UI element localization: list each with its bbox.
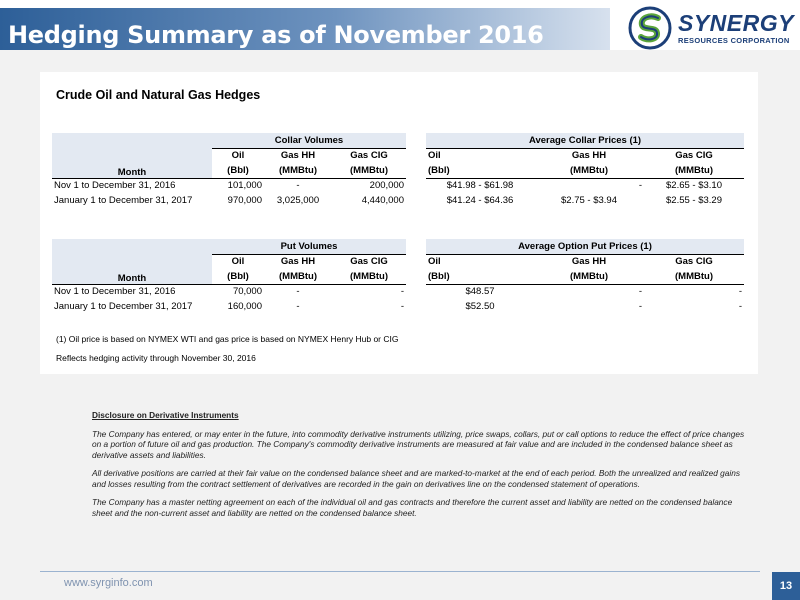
row-oil: 101,000 [227, 180, 262, 192]
disclosure-title: Disclosure on Derivative Instruments [92, 410, 239, 420]
row-price-oil: $52.50 [465, 301, 495, 312]
row-gascig: - [400, 286, 404, 298]
collar-table [52, 133, 744, 208]
col-gashh: Gas HH [571, 150, 607, 162]
row-oil: 970,000 [227, 195, 262, 206]
col-gascig: Gas CIG [675, 150, 713, 162]
col-gashh: Gas HH [571, 256, 607, 268]
unit-bbl: (Bbl) [426, 163, 534, 178]
card-title: Crude Oil and Natural Gas Hedges [56, 88, 261, 102]
put-group-row [52, 239, 744, 254]
table-row [52, 284, 744, 299]
hedges-card [40, 72, 758, 374]
company-logo [628, 6, 798, 50]
row-month: Nov 1 to December 31, 2016 [54, 286, 176, 298]
collar-prices-header: Average Collar Prices (1) [426, 133, 744, 148]
unit-mmbtu: (MMBtu) [534, 163, 644, 178]
row-price-gashh: - [638, 286, 642, 298]
put-volumes-header: Put Volumes [212, 239, 406, 254]
header-bar [0, 0, 800, 50]
row-oil: 70,000 [232, 286, 262, 298]
row-price-gashh: $2.75 - $3.94 [561, 195, 617, 206]
footer-url[interactable]: www.syrginfo.com [64, 577, 153, 589]
row-price-gascig: - [738, 286, 742, 298]
row-price-gascig: $2.55 - $3.29 [666, 195, 722, 206]
row-price-oil: $41.24 - $64.36 [446, 195, 514, 206]
month-header: Month [52, 133, 212, 178]
page-number: 13 [772, 572, 800, 600]
col-gascig: Gas CIG [675, 256, 713, 268]
collar-volumes-header: Collar Volumes [212, 133, 406, 148]
col-gashh: Gas HH [280, 256, 316, 268]
col-oil: Oil [231, 256, 245, 268]
col-gascig: Gas CIG [350, 256, 388, 268]
title-band [0, 8, 610, 50]
row-gascig: 200,000 [369, 180, 404, 192]
row-gashh: - [296, 180, 300, 192]
unit-mmbtu: (MMBtu) [644, 269, 744, 284]
footnote-2: Reflects hedging activity through November 30, 2016 [56, 353, 256, 363]
disclosure-paragraph-3: The Company has a master netting agreement on each of the individual oil and gas contracts and therefore the current asset and liability are netted on the condensed balance sheet and the non-current asset and liability are netted on the condensed balance sheet. [92, 497, 733, 518]
row-month: Nov 1 to December 31, 2016 [54, 180, 176, 192]
row-price-oil: $48.57 [465, 286, 495, 298]
logo-subtitle: RESOURCES CORPORATION [678, 36, 790, 45]
unit-bbl: (Bbl) [212, 163, 264, 178]
col-oil: Oil [428, 150, 441, 162]
page-title: Hedging Summary as of November 2016 [8, 21, 544, 49]
col-gashh: Gas HH [280, 150, 316, 162]
logo-name: SYNERGY [678, 10, 794, 36]
row-price-gascig: - [738, 301, 742, 312]
col-gascig: Gas CIG [350, 150, 388, 162]
footer-divider [40, 571, 760, 572]
row-price-oil: $41.98 - $61.98 [446, 180, 514, 192]
unit-bbl: (Bbl) [212, 269, 264, 284]
row-gashh: - [296, 286, 300, 298]
unit-mmbtu: (MMBtu) [644, 163, 744, 178]
col-oil: Oil [428, 256, 441, 268]
month-header: Month [52, 239, 212, 284]
col-oil: Oil [231, 150, 245, 162]
table-row [52, 178, 744, 193]
row-gashh: 3,025,000 [276, 195, 320, 206]
disclosure-paragraph-2: All derivative positions are carried at their fair value on the condensed balance sheet and are marked-to-market at the end of each period. Both the unrealized and realized gains and losses resulting from the contract settlement of derivatives are recorded in the gain on derivatives line on the condensed statement of operations. [92, 468, 741, 489]
put-prices-header: Average Option Put Prices (1) [426, 239, 744, 254]
put-table [52, 239, 744, 314]
row-month: January 1 to December 31, 2017 [54, 195, 193, 206]
unit-mmbtu: (MMBtu) [264, 269, 332, 284]
table-row [52, 299, 744, 314]
unit-bbl: (Bbl) [426, 269, 534, 284]
disclosure-paragraph-1: The Company has entered, or may enter in the future, into commodity derivative instruments utilizing, price swaps, collars, put or call options to reduce the effect of price changes on a portion of future oil and gas production. The Company's commodity derivative instruments are measured at fair value and are included in the condensed balance sheet as derivative assets and liabilities. [92, 428, 745, 460]
row-gashh: - [296, 301, 300, 312]
table-row [52, 193, 744, 208]
row-oil: 160,000 [227, 301, 262, 312]
unit-mmbtu: (MMBtu) [534, 269, 644, 284]
collar-group-row [52, 133, 744, 148]
synergy-logo-icon [628, 6, 672, 50]
row-price-gascig: $2.65 - $3.10 [666, 180, 722, 192]
row-gascig: 4,440,000 [361, 195, 404, 206]
disclosure-section [92, 410, 752, 526]
row-month: January 1 to December 31, 2017 [54, 301, 193, 312]
unit-mmbtu: (MMBtu) [332, 163, 406, 178]
row-gascig: - [400, 301, 404, 312]
footnote-1: (1) Oil price is based on NYMEX WTI and gas price is based on NYMEX Henry Hub or CIG [56, 334, 399, 344]
row-price-gashh: - [638, 301, 642, 312]
unit-mmbtu: (MMBtu) [332, 269, 406, 284]
row-price-gashh: - [638, 180, 642, 192]
unit-mmbtu: (MMBtu) [264, 163, 332, 178]
